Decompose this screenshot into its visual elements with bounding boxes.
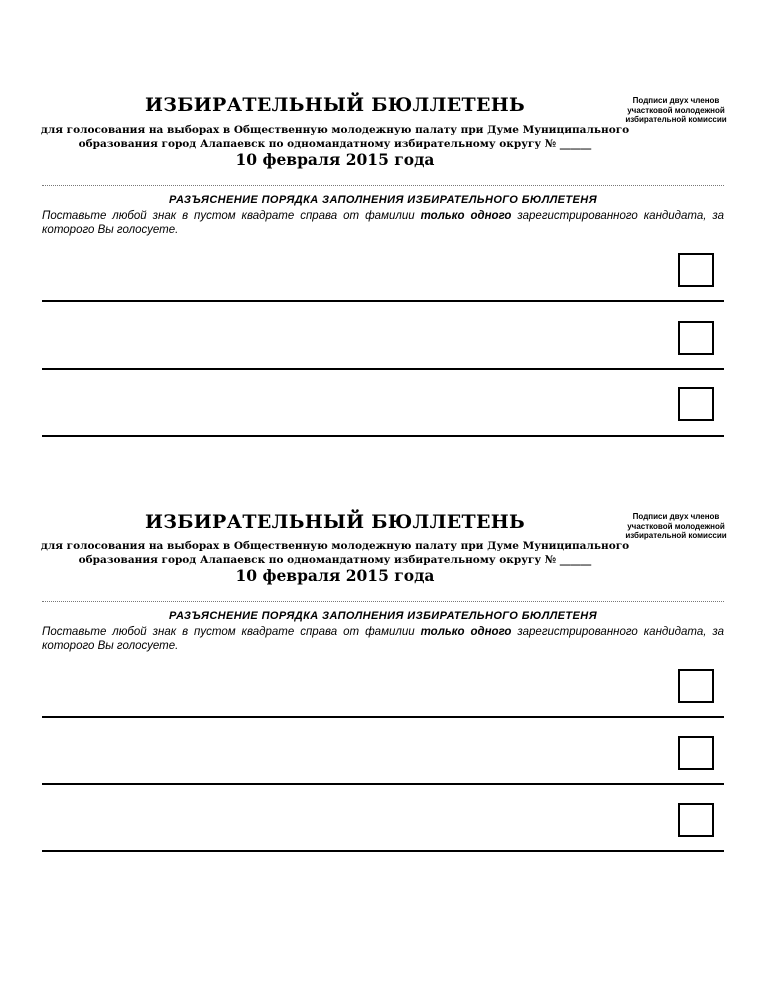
candidate-checkbox[interactable] <box>678 253 714 287</box>
ballot-subtitle-line2: образования город Алапаевск по одномандатному избирательному округу № ______ <box>78 554 592 566</box>
instructions-heading: РАЗЪЯСНЕНИЕ ПОРЯДКА ЗАПОЛНЕНИЯ ИЗБИРАТЕЛЬНОГО БЮЛЛЕТЕНЯ <box>168 194 598 206</box>
divider <box>42 185 724 186</box>
candidate-row-rule <box>42 368 724 370</box>
candidate-row-rule <box>42 716 724 718</box>
ballot-subtitle-line2: образования город Алапаевск по одномандатному избирательному округу № ______ <box>78 138 592 150</box>
ballot-date: 10 февраля 2015 года <box>235 566 435 585</box>
candidate-row-rule <box>42 300 724 302</box>
signatures-note: Подписи двух членов участковой молодежной избирательной комиссии <box>625 512 727 540</box>
candidate-row-rule <box>42 435 724 437</box>
ballot-title: ИЗБИРАТЕЛЬНЫЙ БЮЛЛЕТЕНЬ <box>145 94 525 116</box>
signatures-note: Подписи двух членов участковой молодежной избирательной комиссии <box>625 96 727 124</box>
ballot-subtitle-line1: для голосования на выборах в Общественную молодежную палату при Думе Муниципального <box>40 124 630 136</box>
instructions-emphasis: только одного <box>420 626 512 638</box>
candidate-checkbox[interactable] <box>678 669 714 703</box>
instructions-text: Поставьте любой знак в пустом квадрате справа от фамилии только одного зарегистрированного кандидата, за которого Вы голосуете. <box>42 210 725 236</box>
instructions-emphasis: только одного <box>420 210 512 222</box>
ballot-date: 10 февраля 2015 года <box>235 150 435 169</box>
ballot-title: ИЗБИРАТЕЛЬНЫЙ БЮЛЛЕТЕНЬ <box>145 511 525 533</box>
candidate-checkbox[interactable] <box>678 387 714 421</box>
candidate-checkbox[interactable] <box>678 736 714 770</box>
divider <box>42 601 724 602</box>
candidate-row-rule <box>42 850 724 852</box>
instructions-heading: РАЗЪЯСНЕНИЕ ПОРЯДКА ЗАПОЛНЕНИЯ ИЗБИРАТЕЛЬНОГО БЮЛЛЕТЕНЯ <box>168 610 598 622</box>
candidate-row-rule <box>42 783 724 785</box>
instructions-text: Поставьте любой знак в пустом квадрате справа от фамилии только одного зарегистрированного кандидата, за которого Вы голосуете. <box>42 626 725 652</box>
candidate-checkbox[interactable] <box>678 803 714 837</box>
candidate-checkbox[interactable] <box>678 321 714 355</box>
ballot-subtitle-line1: для голосования на выборах в Общественную молодежную палату при Думе Муниципального <box>40 540 630 552</box>
